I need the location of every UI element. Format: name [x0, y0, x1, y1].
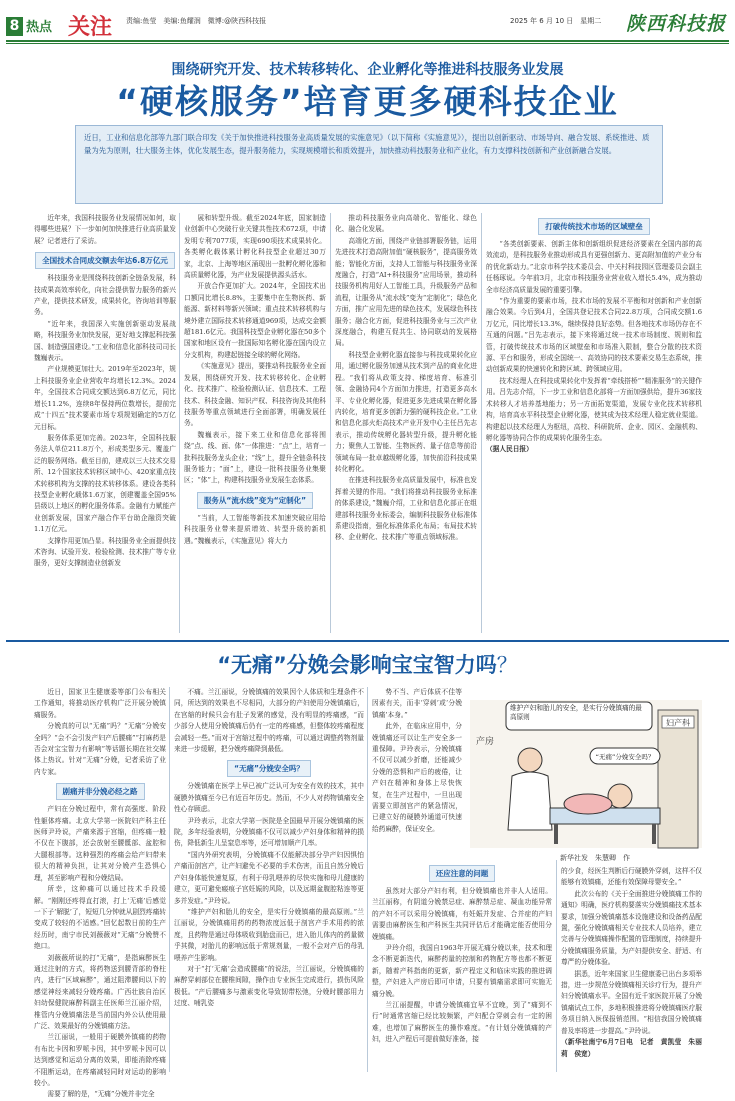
article1-column-4 — [486, 213, 702, 635]
paragraph: 虽然对大部分产妇有利，但分娩镇痛也并非人人适用。兰江丽称，有阴道分娩禁忌症、麻醉禁忌症、凝血功能异常的产妇不可以采用分娩镇痛，有妊娠并发症、合并症的产妇需要由麻醉医生和产科医生共同评估后才能确定能否使用分娩镇痛。 — [372, 887, 552, 941]
article2-column-2 — [174, 687, 364, 1072]
paragraph: 对于“打‘无痛’会造成腰痛”的说法，兰江丽说，分娩镇痛的麻醉穿刺部位在腰椎间隙，操作由专业医生完成进行，损伤风险极低。“产后腰痛多与激素变化导致韧带松弛，分娩时腰部用力过度、哺乳姿 — [174, 964, 364, 1008]
paragraph: 不痛。兰江丽说，分娩镇痛的效果因个人体质和生理条件不同，所达到的效果也不尽相同，大部分的产妇使用分娩镇痛后，在宫缩的时候只会有肚子发紧的感觉，没有明显的疼痛感，“而少部分人使用分娩镇痛后仍有一定的疼痛感，但整体较疼痛程度会减轻一些。”而对于宫缩过程中的疼痛，可以通过调整药物剂量来进一步缓解，把分娩疼痛降到最低。 — [174, 688, 364, 754]
paragraph: 技术经理人在科技成果转化中发挥着“牵线搭桥”“精准服务”的关键作用。吕先志介绍，下一步工业和信息化部将一方面加强供给，提升36家技术转移人才培养基地能力；另一方面拓宽渠道，发展专业化技术转移机构，培育高水平科技型企业孵化器，使其成为技术经理人稳定就业渠道。构建起以技术经理人为枢纽，高校、科研院所、企业、园区、金融机构、孵化器等协同合作的成果转化服务生态。 — [486, 376, 702, 442]
article2-headline: “无痛”分娩会影响宝宝智力吗？ — [217, 653, 518, 677]
column-divider — [481, 213, 482, 633]
section-label-small: 热点 — [26, 20, 53, 35]
paragraph: “作为重要的要素市场，技术市场的发展不平衡和对创新和产业创新融合效果。今后到4月，全国共登记技术合同22.8万项，合同成交额1.6万亿元，同比增长13.3%，继续保持良好态势。但各地技术市场仍存在不互通的问题。”吕先志表示，接下来将通过统一技术市场制度、规则和监管，打破传统技术市场的区域壁垒和市场准入限制，整合分散的技术资源、平台和服务，形成全国统一、高效协同的技术要素交易生态系统，推动创新成果的快速转化和跨区域、跨领域应用。 — [486, 297, 702, 374]
door-shape — [658, 710, 698, 848]
page-number: 8 — [6, 17, 23, 36]
paragraph: 所幸，这种痛可以通过技术手段缓解。“刚刚还疼得直打滚，打上‘无痛’后感觉一下子‘解脱’了，短短几分钟就从剧烈疼痛转变成了较轻的不适感。”回忆起数日前的生产经历时，南宁市民刘薇薇对“无痛”分娩赞不绝口。 — [34, 885, 166, 951]
doctor-coat — [508, 772, 552, 830]
paragraph: 支撑作用更加凸显。科技服务业全面提供技术咨询、试验开发、检验检测、技术推广等专业服务，更好支撑制造业创新发 — [34, 536, 176, 568]
paragraph: 魏巍表示，接下来工业和信息化部将围绕“点、线、面、体”一体推进：“点”上，培育一批科技服务龙头企业；“线”上，提升全链条科技服务能力；“面”上，建设一批科技服务业集聚区；“体”上，构建科技服务业发展生态体系。 — [184, 430, 326, 485]
paragraph: 尹玲表示，北京大学第一医院是全国最早开展分娩镇痛的医院，多年经验表明，分娩镇痛不仅可以减少产妇身体和精神的损伤，降低新生儿呈窒息率等，还可增加顺产几率。 — [174, 816, 364, 848]
paragraph: 势不当、产后体质不佳等因素有关，而非‘穿刺’或‘分娩镇痛’本身。” — [372, 688, 462, 719]
article2-credit: （新华社南宁6月7日电 记者 黄凯莹 朱丽莉 侯宽） — [561, 1038, 702, 1058]
paragraph: 在推进科技服务业高质量发展中，标准也发挥着关键的作用。“我们将推动科技服务业标准的体系建设，”魏巍介绍，工业和信息化部正在组建部科技服务业标委会，编制科技服务业标准体系建设指南，强化标准体系化布局；布局技术转移、企业孵化、技术推广等重点领域标准。 — [335, 476, 477, 542]
newspaper-masthead: 陕西科技报 — [626, 13, 727, 35]
paragraph: 产业规模更加壮大。2019年至2023年，规上科技服务业企业营收年均增长12.3%。2024年，全国技术合同成交额达到6.8万亿元，同比增长11.2%，连续8年保持两位数增长，提前完成“十四五”技术要素市场专项规划确定的5万亿元目标。 — [34, 365, 176, 431]
door-sign-text: 妇产科 — [666, 718, 690, 728]
paragraph: 科技服务业是围绕科技创新全链条发展，科技成果高效率转化，向社会提供智力服务的新兴产业，提供技术研发，成果转化，咨询培训等服务。 — [34, 274, 176, 317]
header-rule-thin — [6, 43, 729, 44]
paragraph: 产妇在分娩过程中，常有高强度、阶段性躯体疼痛。北京大学第一医院妇产科主任医师尹玲说，产痛来源于宫缩，但疼痛一般不仅在下腹部，还会放射至腰骶部、盆腔和大腿根部等。这种强烈的疼痛会给产妇带来很大的精神负担，让其对分娩产生恐惧心理，甚至影响产程和分娩结局。 — [34, 805, 166, 882]
header-rule — [6, 40, 729, 42]
article1-subheading-3: 打破传统技术市场的区域壁垒 — [486, 218, 702, 235]
article1-intro: 近年来，我国科技服务业发展情况如何，取得哪些进展？下一步如何加快推进行业高质量发展？记者进行了采访。 — [34, 214, 176, 245]
paragraph: 兰江丽提醒，申请分娩镇痛宜早不宜晚，到了“痛到不行”时通常宫缩已经比较频繁，产妇配合穿刺会有一定的困难，也增加了麻醉医生的操作难度。“有计划分娩镇痛的产妇，进入产程后可提前做好准备，接 — [372, 1001, 552, 1044]
paragraph: 开放合作更加扩大。2024年，全国技术出口额同比增长8.8%，主要集中在生物医药、新能源、新材料等新兴领域；重点技术转移机构与境外建立国际技术转移通道969项，达成交金额超181.6亿元。我国科技型企业孵化器在50多个国家和地区设有一批国际知名孵化器在国内设立分支机构，构建起链接全球的孵化网络。 — [184, 282, 326, 359]
article2-subheading-1: 剧痛并非分娩必经之路 — [34, 783, 166, 800]
paragraph: 分娩真的可以“无痛”吗？“无痛”分娩安全吗？“会不会引发产妇产后腰痛”“打麻药是否会对宝宝智力有影响”等话题长期在社交媒体上热议。针对“无痛”分娩，记者采访了业内专家。 — [34, 722, 166, 776]
thought-bubble-text: “无痛”分娩安全吗？ — [595, 753, 655, 761]
paragraph: 高端化方面，围绕产业链部署服务链，运用先进技术打造高附加值“硬核服务”，提高服务效能；智能化方面，支持人工智能与科技服务业深度融合，打造“AI+科技服务”应用场景，推动科技服务机构用好人工智能工具，升级服务产品和流程，让服务从“流水线”变为“定制化”；绿色化方面，推广应用先进的绿色技术，发展绿色科技服务；融合化方面，促进科技服务业与三次产业深度融合，构建互促共生、协同联动的发展格局。 — [335, 236, 477, 348]
paragraph: 兰江丽说，一般用于硬膜外镇痛的药物有布比卡因和罗哌卡因，其中罗哌卡因可以达到感觉和运动分离的效果，即能消除疼痛不阻断运动，在疼痛减轻同时对运动的影响较小。 — [34, 1033, 166, 1087]
paragraph: 据悉，近年来国家卫生健康委已出台多项举措，进一步规范分娩镇痛相关诊疗行为，提升产妇分娩镇痛水平。全国有近千家医院开展了分娩镇痛试点工作，多地积极推进将分娩镇痛医疗服务项目纳入医保报销范围。“相信我国分娩镇痛普及率将进一步提高。”尹玲说。 — [561, 969, 702, 1035]
article1-subheading-2: 服务从“流水线”变为“定制化” — [184, 492, 326, 509]
paragraph: “各类创新要素、创新主体和创新组织促进经济要素在全国内部的高效流动，是科技服务业推动形成具有更强创新力、更高附加值的产业分布的优化新动力。”北京市科学技术委员会、中关村科技园区管理委员会副主任杨琢说。今年前3月，北京市科技服务业营业收入增长5.4%，成为推动全市经济高质量发展的重要引擎。 — [486, 240, 702, 294]
paragraph: 尹玲介绍，我国自1963年开展无痛分娩以来，技术和理念不断更新迭代，麻醉药量的控制和药物配方等也都不断更新，随着产科指南的更新，新产程定义和临床实践的推进调整，产妇进入产房后即可申请，只要有镇痛需求即可实施无痛分娩。 — [372, 944, 552, 998]
article2-column-3-top — [372, 687, 462, 855]
article2-subheading-3: 还应注意的问题 — [372, 865, 552, 882]
issue-date: 2025 年 6 月 10 日 星期二 — [510, 17, 602, 25]
column-divider — [556, 860, 557, 1072]
article1-column-1 — [34, 213, 176, 635]
article2-column-3-bottom — [372, 860, 552, 1072]
article1-summary-box: 近日，工业和信息化部等九部门联合印发《关于加快推进科技服务业高质量发展的实施意见》（以下简称《实施意见》），提出以创新驱动、市场导向、融合发展、系统推进、质量为先为原则，壮大服务主体，优化发展生态，提升服务能力，实现规模增长和质效提升，加快推动科技服务业和产业化，有力支撑科技创新和产业创新融合发展。 — [75, 125, 663, 204]
paragraph: 《实施意见》提出，要推动科技服务业全面发展，围绕研究开发、技术转移转化、企业孵化、技术推广、检验检测认证、信息技术、工程技术、科技金融、知识产权、科技咨询及其他科技服务等重点领域进行全面部署，明确发展任务。 — [184, 362, 326, 428]
bed-leg — [652, 824, 656, 844]
column-divider — [330, 213, 331, 633]
article1-headline: “硬核服务”培育更多硬科技企业 — [116, 82, 619, 121]
paragraph: 服务体系更加完善。2023年，全国科技服务法人单位211.8万个，形成类型多元、覆盖广泛的服务网络。截至目前，建成以三大技术交易所、12个国家技术转移区域中心、420家重点技术转移机构为支撑的技术转移体系。建设各类科技型企业孵化载体1.6万家，创建覆盖全国95%县级以上地区的孵化服务体系。金融有力赋能产业创新发展，国家产融合作平台助企融资突破1.1万亿元。 — [34, 433, 176, 534]
paragraph: “近年来，我国深入实施创新驱动发展战略，科技服务业加快发展，更好地支撑起科技强国、制造强国建设。”工业和信息化部科技司司长魏巍表示。 — [34, 319, 176, 363]
bed-leg — [554, 824, 558, 844]
article1-kicker: 围绕研究开发、技术转移转化、企业孵化等推进科技服务业发展 — [171, 62, 564, 78]
paragraph: 科技型企业孵化器直接参与科技成果转化应用，通过孵化服务加速从技术到产品的商业化进程。“我们将从政策支持、梯度培育、标准引领、金融协同4个方面加力推进，打造更多高水平、专业化孵化器，促进更多先进成果在孵化器内转化，培育更多创新力强的硬科技企业。”工业和信息化部火炬高技术产业开发中心主任吕先志表示，推动传统孵化器转型升级，提升孵化能力；聚焦人工智能、生物医药、量子信息等前沿领域布局一批卓越级孵化器，加快前沿科技成果转化孵化。 — [335, 350, 477, 473]
paragraph: 近日，国家卫生健康委等部门公布相关工作通知，将推动医疗机构广泛开展分娩镇痛服务。 — [34, 688, 166, 719]
article2-subheading-2: “无痛”分娩安全吗？ — [174, 760, 364, 777]
room-sign-text: 产房 — [476, 737, 495, 747]
paragraph: 分娩镇痛在医学上早已被广泛认可为安全有效的技术，其中硬膜外镇痛至今已有近百年历史。然而，不少人对药物镇痛安全性心存顾虑。 — [174, 782, 364, 814]
speech-bubble-text: 维护产妇和胎儿的安全，是实行分娩镇痛的最高原则 — [510, 704, 642, 721]
paragraph: 刘薇薇所说的打“无痛”，是指麻醉医生通过注射的方式，将药物送到腰背部的脊柱内，进行“区域麻醉”，通过阻滞腰间以下的感觉神经来减轻分娩疼痛。广西壮族自治区妇幼保健院麻醉科副主任医师兰江丽介绍，椎管内分娩镇痛法是当前国内外公认使用最广泛、效果最好的分娩镇痛方法。 — [34, 953, 166, 1030]
article1-column-2 — [184, 213, 326, 635]
cartoon-caption: 新华社发 朱慧卿 作 — [560, 854, 630, 862]
paragraph: 推动科技服务业向高端化、智能化、绿色化、融合化发展。 — [335, 214, 477, 234]
section-label-big: 关注 — [68, 14, 113, 40]
patient-body — [564, 794, 612, 814]
article1-column-3 — [335, 213, 477, 635]
doctor-head — [518, 748, 542, 772]
column-divider — [179, 213, 180, 633]
paragraph: “当前，人工智能等新技术加速突破应用给科技服务业带来提质增效、转型升级的新机遇。”魏巍表示，《实施意见》将大力 — [184, 513, 326, 545]
paragraph: 展和转型升级。截至2024年底，国家制造业创新中心突破行业关键共性技术672项，申请发明专利7077项，实现690项技术成果转化。各类孵化载体累计孵化科技型企业超过30万家，北京、上海等地区涌现出一批孵化孵化器和高质量孵化器，为产业发展提供源头活水。 — [184, 214, 326, 280]
paragraph: 需要了解的是，“无痛”分娩并非完全 — [47, 1090, 155, 1099]
editors-line: 责编:鱼莹 美编:鱼耀润 微博:@陕西科技报 — [126, 17, 267, 25]
article1-subheading-1: 全国技术合同成交额去年达6.8万亿元 — [34, 252, 176, 269]
article1-credit: （据人民日报） — [486, 445, 533, 454]
cartoon-illustration — [470, 700, 702, 848]
article2-column-1 — [34, 687, 166, 1099]
article2-column-4 — [561, 866, 702, 1072]
column-divider — [169, 687, 170, 1072]
paragraph: “国内外研究表明，分娩镇痛不仅能解决部分孕产妇因惧怕产痛而剖宫产，让产妇避免不必要的手术伤害，而且自然分娩后产妇身体能快速复原，有利于母乳喂养的尽快实施和母儿健康的建立，更可避免瘢痕子宫妊娠的风险，以及远期盆腹腔粘连等更多并发症。”尹玲说。 — [174, 850, 364, 905]
paragraph: “维护产妇和胎儿的安全，是实行分娩镇痛的最高原则。”兰江丽说，分娩镇痛用药的药物浓度远低于剖宫产手术用药的浓度，且药物是通过母体吸收到胎盘而已，进入胎儿体内的药量微乎其微，对胎儿的影响远低于常规剂量，一般不会对产后的母乳喂养产生影响。 — [174, 907, 364, 962]
paragraph: 此次公布的《关于全面推进分娩镇痛工作的通知》明确，医疗机构要落实分娩镇痛技术基本要求，加强分娩镇痛基本设施建设和设备药品配置，强化分娩镇痛相关专业技术人员培养，建立完善与分娩镇痛操作配置的管理制度，持续提升分娩镇痛服务质量，为产妇提供安全、舒适、有尊严的分娩体验。 — [561, 889, 702, 967]
article-separator — [6, 640, 729, 642]
column-divider — [367, 687, 368, 1072]
paragraph: 的少食，经医生判断后行硬膜外穿刺，这样不仅能够有效镇痛，还能有效保障母婴安全。” — [561, 867, 702, 887]
paragraph: 此外，在临床应用中，分娩镇痛还可以让生产安全多一重保障。尹玲表示，分娩镇痛不仅可以减少折磨，还能减少分娩的恐惧和产后的疲倦，让产妇在精神和身体上尽快恢复，在生产过程中，一旦出现需要立即剖宫产的紧急情况，已建立好的硬膜外通道可快速给药麻醉，保证安全。 — [372, 722, 462, 833]
question-mark: ？ — [496, 653, 518, 677]
